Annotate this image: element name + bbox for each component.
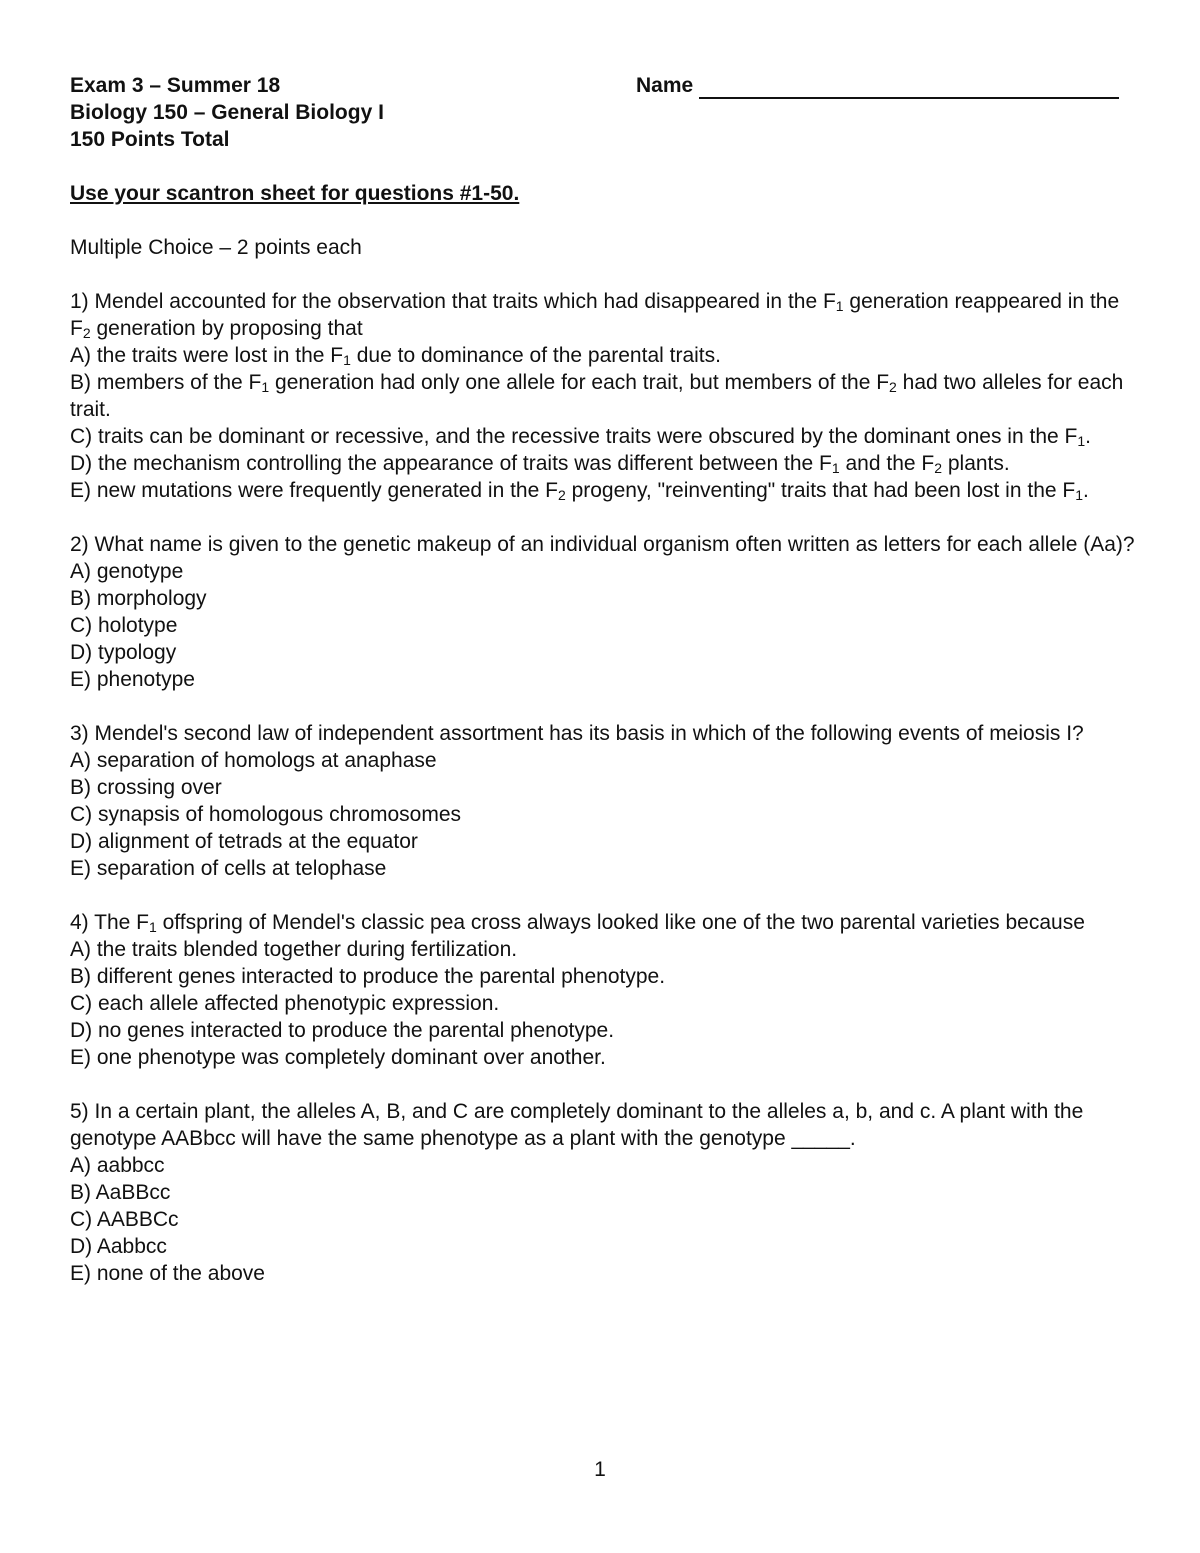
question-list [70, 288, 1140, 1287]
question-3 [70, 720, 1140, 882]
name-label: Name [636, 74, 694, 97]
answer-option: B) AaBBcc [70, 1181, 171, 1204]
answer-option: B) different genes interacted to produce the parental phenotype. [70, 965, 666, 988]
answer-option: E) none of the above [70, 1262, 265, 1285]
question-1 [70, 288, 1140, 504]
answer-option: D) no genes interacted to produce the parental phenotype. [70, 1019, 615, 1042]
answer-option: D) typology [70, 641, 177, 664]
answer-option: A) separation of homologs at anaphase [70, 749, 437, 772]
answer-option: E) new mutations were frequently generated in the $F_2$ progeny, "reinventing" traits that had been lost in the $F_1$. [70, 479, 1089, 503]
answer-option: C) traits can be dominant or recessive, and the recessive traits were obscured by the dominant ones in the $F_1$. [70, 425, 1091, 449]
answer-option: A) the traits were lost in the $F_1$ due to dominance of the parental traits. [70, 344, 721, 368]
answer-option: E) one phenotype was completely dominant over another. [70, 1046, 606, 1069]
answer-option: C) holotype [70, 614, 178, 637]
answer-option: B) morphology [70, 587, 207, 610]
answer-option: A) genotype [70, 560, 184, 583]
scantron-instruction: Use your scantron sheet for questions #1-50. [70, 182, 520, 205]
question-stem: 2) What name is given to the genetic makeup of an individual organism often written as letters for each allele (Aa)? [70, 533, 1135, 556]
answer-option: D) the mechanism controlling the appearance of traits was different between the $F_1$ and the $F_2$ plants. [70, 452, 1010, 476]
section-label: Multiple Choice – 2 points each [70, 236, 362, 259]
name-field[interactable] [636, 72, 1119, 99]
answer-option: B) crossing over [70, 776, 222, 799]
question-5 [70, 1098, 1140, 1287]
question-stem: 1) Mendel accounted for the observation that traits which had disappeared in the $F_1$ generation reappeared in the $F_2$ generation by proposing that [70, 290, 1120, 341]
answer-option: B) members of the $F_1$ generation had only one allele for each trait, but members of the $F_2$ had two alleles for each trait. [70, 371, 1124, 421]
question-4 [70, 909, 1140, 1071]
answer-option: A) the traits blended together during fertilization. [70, 938, 518, 961]
exam-header [70, 72, 1140, 153]
answer-option: E) phenotype [70, 668, 195, 691]
page-number: 1 [594, 1458, 606, 1481]
exam-page [70, 72, 1140, 1287]
question-stem: 4) The $F_1$ offspring of Mendel's classic pea cross always looked like one of the two parental varieties because [70, 911, 1085, 935]
answer-option: C) each allele affected phenotypic expression. [70, 992, 500, 1015]
course-title: Biology 150 – General Biology I [70, 101, 384, 124]
exam-title: Exam 3 – Summer 18 [70, 74, 281, 97]
answer-option: D) alignment of tetrads at the equator [70, 830, 418, 853]
answer-option: A) aabbcc [70, 1154, 165, 1177]
answer-option: C) synapsis of homologous chromosomes [70, 803, 462, 826]
answer-option: D) Aabbcc [70, 1235, 167, 1258]
points-total: 150 Points Total [70, 128, 230, 151]
answer-option: E) separation of cells at telophase [70, 857, 387, 880]
question-stem: 5) In a certain plant, the alleles A, B, and C are completely dominant to the alleles a, b, and c. A plant with the genotype AABbcc will have the same phenotype as a plant with the genotype _____. [70, 1100, 1084, 1150]
name-blank-line[interactable] [699, 75, 1119, 99]
question-2 [70, 531, 1140, 693]
answer-option: C) AABBCc [70, 1208, 179, 1231]
question-stem: 3) Mendel's second law of independent assortment has its basis in which of the following events of meiosis I? [70, 722, 1084, 745]
